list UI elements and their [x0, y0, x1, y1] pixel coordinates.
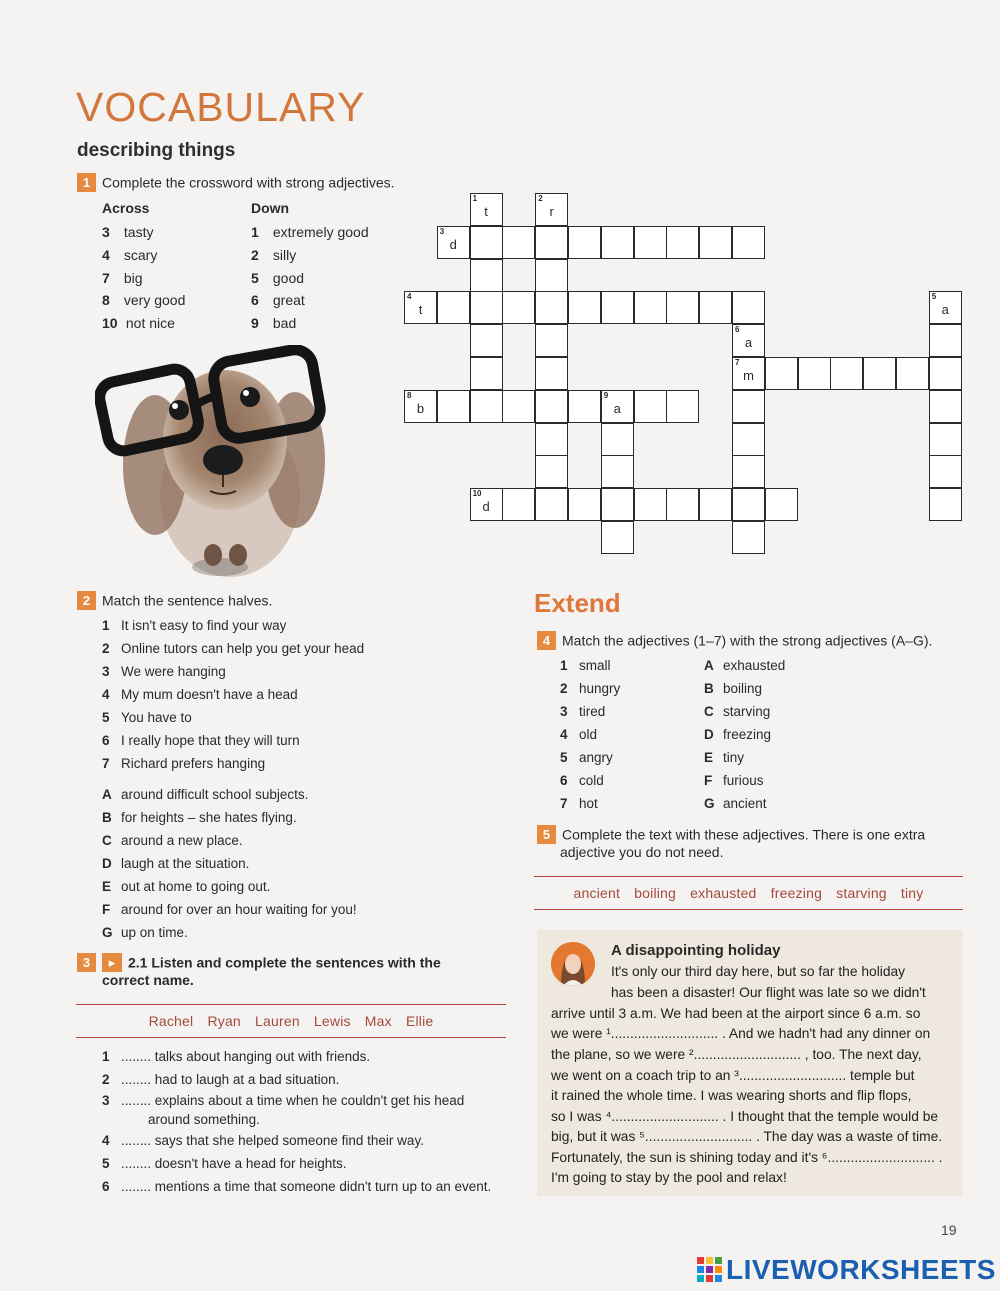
- crossword-cell[interactable]: [732, 390, 765, 423]
- clue-number: 2: [538, 194, 543, 203]
- clue-starting-letter: b: [416, 400, 425, 416]
- crossword-cell[interactable]: [666, 291, 699, 324]
- list-item: 5 ........ doesn't have a head for heights.: [102, 1156, 347, 1171]
- crossword-cell[interactable]: [830, 357, 863, 390]
- clue-number: 4: [407, 292, 412, 302]
- across-heading: Across: [102, 200, 150, 216]
- crossword-cell[interactable]: [929, 390, 962, 423]
- clue: 7 big: [102, 269, 143, 286]
- crossword-cell[interactable]: [601, 423, 634, 456]
- adjectives-list: [560, 654, 620, 815]
- crossword-cell[interactable]: [470, 259, 503, 292]
- crossword-cell[interactable]: [437, 291, 470, 324]
- crossword-cell[interactable]: [765, 357, 798, 390]
- crossword-cell[interactable]: [666, 390, 699, 423]
- crossword-cell[interactable]: [601, 455, 634, 488]
- list-item: 2 Online tutors can help you get your head: [102, 641, 365, 656]
- crossword-cell[interactable]: [732, 488, 765, 521]
- list-item: D freezing: [704, 727, 772, 742]
- clue-starting-letter: d: [482, 499, 490, 515]
- crossword-cell[interactable]: [863, 357, 896, 390]
- clue: 10 not nice: [102, 315, 175, 332]
- crossword-cell[interactable]: [634, 291, 667, 324]
- passage-line: I'm going to stay by the pool and relax!: [551, 1170, 787, 1185]
- crossword-cell[interactable]: [699, 291, 732, 324]
- crossword-cell[interactable]: [568, 226, 601, 259]
- crossword-cell[interactable]: [601, 390, 634, 423]
- crossword-cell[interactable]: [502, 390, 535, 423]
- exercise-3-instruction: 3 ▸ 2.1 Listen and complete the sentences with the correct name.: [77, 953, 497, 988]
- passage-line: the plane, so we were ²............................ , too. The next day,: [551, 1047, 922, 1062]
- down-heading: Down: [251, 200, 290, 216]
- clue: 9 bad: [251, 315, 297, 332]
- section-subtitle: describing things: [77, 140, 236, 161]
- crossword-cell[interactable]: [732, 324, 765, 357]
- crossword-cell[interactable]: [929, 488, 962, 521]
- crossword-cell[interactable]: [798, 357, 831, 390]
- word: exhausted: [690, 885, 757, 901]
- extend-heading: Extend: [534, 588, 621, 618]
- list-item: 3 tired: [560, 704, 606, 719]
- passage-line: Fortunately, the sun is shining today and it's ⁶............................ .: [551, 1150, 943, 1165]
- crossword-cell[interactable]: [470, 357, 503, 390]
- clue: 3 tasty: [102, 224, 154, 240]
- clue: 6 great: [251, 292, 305, 309]
- exercise-4-instruction: 4 Match the adjectives (1–7) with the strong adjectives (A–G).: [537, 631, 932, 650]
- word: freezing: [770, 885, 823, 901]
- crossword-cell[interactable]: [535, 488, 568, 521]
- crossword-cell[interactable]: [896, 357, 929, 390]
- list-item: A around difficult school subjects.: [102, 787, 309, 802]
- crossword-cell[interactable]: [502, 291, 535, 324]
- crossword-cell[interactable]: [929, 455, 962, 488]
- clue-starting-letter: a: [613, 400, 621, 416]
- audio-speaker-icon[interactable]: ▸: [102, 953, 122, 972]
- clue-starting-letter: m: [743, 368, 754, 383]
- clue: 8 very good: [102, 292, 186, 309]
- crossword-cell[interactable]: [732, 357, 765, 390]
- list-item: E tiny: [704, 750, 745, 765]
- passage-line: so I was ⁴............................ . I thought that the temple would be: [551, 1109, 939, 1124]
- list-item: 6 ........ mentions a time that someone didn't turn up to an event.: [102, 1179, 492, 1194]
- list-item: 6 I really hope that they will turn: [102, 733, 300, 748]
- list-item: F around for over an hour waiting for you!: [102, 902, 357, 917]
- list-item: 1 It isn't easy to find your way: [102, 618, 287, 633]
- crossword-cell[interactable]: [568, 390, 601, 423]
- list-item: 1 ........ talks about hanging out with friends.: [102, 1049, 371, 1064]
- crossword-cell[interactable]: [535, 259, 568, 292]
- list-item: 5 angry: [560, 750, 613, 765]
- strong-adjectives-list: [704, 654, 785, 815]
- exercise-2-number: 2: [77, 591, 96, 610]
- list-item: 4 My mum doesn't have a head: [102, 687, 298, 702]
- crossword-cell[interactable]: [437, 226, 470, 259]
- list-item: 5 You have to: [102, 710, 192, 725]
- crossword-cell[interactable]: [535, 291, 568, 324]
- crossword-cell[interactable]: [437, 390, 470, 423]
- crossword-cell[interactable]: [929, 423, 962, 456]
- crossword-cell[interactable]: [929, 357, 962, 390]
- passage-line: has been a disaster! Our flight was late so we didn't: [611, 985, 926, 1000]
- name-word: Lewis: [313, 1013, 351, 1029]
- list-item: 2 hungry: [560, 681, 621, 696]
- crossword-cell[interactable]: [470, 291, 503, 324]
- crossword-cell[interactable]: [601, 521, 634, 554]
- list-item: F furious: [704, 773, 764, 788]
- clue-number: 7: [735, 358, 740, 367]
- name-word: Ryan: [207, 1013, 241, 1029]
- passage-line: we were ¹............................ . And we hadn't had any dinner on: [551, 1026, 931, 1041]
- word: tiny: [900, 885, 924, 901]
- list-item: D laugh at the situation.: [102, 856, 250, 871]
- clue-starting-letter: r: [549, 204, 554, 219]
- crossword-cell[interactable]: [470, 488, 503, 521]
- crossword-cell[interactable]: [502, 226, 535, 259]
- list-item: B boiling: [704, 681, 763, 696]
- crossword-cell[interactable]: [470, 193, 503, 226]
- exercise-2-instruction: 2 Match the sentence halves.: [77, 591, 272, 610]
- answer-blank[interactable]: ........: [121, 1179, 152, 1194]
- clue-number: 8: [407, 390, 412, 400]
- word: boiling: [634, 885, 677, 901]
- crossword-cell[interactable]: [732, 521, 765, 554]
- exercise-3-number: 3: [77, 953, 96, 972]
- answer-blank[interactable]: ........: [121, 1133, 152, 1148]
- list-item: B for heights – she hates flying.: [102, 810, 297, 825]
- name-word: Lauren: [255, 1013, 300, 1029]
- crossword-cell[interactable]: [535, 357, 568, 390]
- clue-number: 10: [472, 489, 482, 499]
- clue-starting-letter: t: [484, 204, 488, 219]
- crossword-cell[interactable]: [732, 455, 765, 488]
- crossword-cell[interactable]: [634, 390, 667, 423]
- clue-number: 3: [439, 226, 445, 236]
- list-item: 2 ........ had to laugh at a bad situation.: [102, 1072, 340, 1087]
- crossword-cell[interactable]: [535, 193, 568, 226]
- passage-line: big, but it was ⁵............................ . The day was a waste of time.: [551, 1129, 943, 1144]
- clue-starting-letter: a: [941, 302, 949, 318]
- exercise-1-number: 1: [77, 173, 96, 192]
- crossword-cell[interactable]: [535, 423, 568, 456]
- liveworksheets-logo-icon: [697, 1257, 723, 1283]
- exercise-4-number: 4: [537, 631, 556, 650]
- list-item: E out at home to going out.: [102, 879, 271, 894]
- sentence-endings-list: [102, 783, 357, 944]
- name-word: Max: [364, 1013, 392, 1029]
- clue: 4 scary: [102, 246, 158, 263]
- answer-blank[interactable]: ........: [121, 1072, 152, 1087]
- crossword-cell[interactable]: [732, 226, 765, 259]
- crossword-cell[interactable]: [535, 226, 568, 259]
- avatar: [551, 942, 595, 986]
- crossword-cell[interactable]: [568, 488, 601, 521]
- crossword-cell[interactable]: [929, 291, 962, 324]
- crossword-cell[interactable]: [404, 291, 437, 324]
- exercise-1-instruction: 1 Complete the crossword with strong adjectives.: [77, 173, 395, 192]
- woman-portrait-icon: [551, 942, 595, 986]
- passage-title: A disappointing holiday: [611, 942, 781, 959]
- sentence-beginnings-list: [102, 614, 364, 775]
- clue-number: 9: [603, 390, 609, 400]
- crossword-cell[interactable]: [601, 488, 634, 521]
- clue-number: 5: [931, 292, 937, 302]
- crossword-cell[interactable]: [732, 291, 765, 324]
- crossword-cell[interactable]: [470, 226, 503, 259]
- crossword-cell[interactable]: [470, 390, 503, 423]
- clue-starting-letter: t: [418, 302, 423, 318]
- crossword-cell[interactable]: [765, 488, 798, 521]
- word: starving: [836, 885, 887, 901]
- crossword-cell[interactable]: [502, 488, 535, 521]
- list-item: C around a new place.: [102, 833, 243, 848]
- crossword-cell[interactable]: [634, 226, 667, 259]
- listening-sentences: [102, 1045, 491, 1198]
- crossword-cell[interactable]: [535, 324, 568, 357]
- list-item: 6 cold: [560, 773, 604, 788]
- crossword-cell[interactable]: [535, 390, 568, 423]
- clue: 1 extremely good: [251, 224, 369, 240]
- list-item: G up on time.: [102, 925, 188, 940]
- list-item: 4 ........ says that she helped someone find their way.: [102, 1133, 424, 1148]
- list-item: 7 Richard prefers hanging: [102, 756, 266, 771]
- name-word: Rachel: [148, 1013, 194, 1029]
- list-item: 3 We were hanging: [102, 664, 226, 679]
- page-title: VOCABULARY: [76, 84, 366, 130]
- exercise-5-instruction: 5 Complete the text with these adjectives. There is one extra adjective you do not need.: [537, 825, 967, 860]
- crossword-cell[interactable]: [666, 488, 699, 521]
- crossword-cell[interactable]: [601, 291, 634, 324]
- list-item: C starving: [704, 704, 771, 719]
- passage-line: It's only our third day here, but so far the holiday: [611, 964, 906, 979]
- clue-number: 6: [735, 325, 740, 335]
- names-box: [76, 1004, 506, 1038]
- crossword-cell[interactable]: [404, 390, 437, 423]
- crossword-cell[interactable]: [601, 226, 634, 259]
- answer-blank[interactable]: ........: [121, 1093, 152, 1108]
- crossword-cell[interactable]: [929, 324, 962, 357]
- crossword-cell[interactable]: [535, 455, 568, 488]
- passage-line: arrive until 3 a.m. We had been at the airport since 6 a.m. so: [551, 1006, 921, 1021]
- crossword-cell[interactable]: [699, 226, 732, 259]
- list-item: G ancient: [704, 796, 767, 811]
- crossword-cell[interactable]: [732, 423, 765, 456]
- list-item-continuation: around something.: [148, 1112, 260, 1127]
- crossword-grid: [0, 0, 1000, 560]
- list-item: A exhausted: [704, 658, 786, 673]
- exercise-5-number: 5: [537, 825, 556, 844]
- liveworksheets-brand: LIVEWORKSHEETS: [726, 1254, 996, 1285]
- clue: 2 silly: [251, 246, 297, 263]
- clue: 5 good: [251, 269, 305, 286]
- page-number: 19: [941, 1222, 957, 1238]
- adjectives-word-box: [534, 876, 963, 910]
- crossword-cell[interactable]: [666, 226, 699, 259]
- clue-number: 1: [472, 194, 478, 203]
- clue-starting-letter: a: [744, 335, 753, 351]
- crossword-cell[interactable]: [634, 488, 667, 521]
- passage-line: it rained the whole time. I was wearing shorts and flip flops,: [551, 1088, 912, 1103]
- answer-blank[interactable]: ........: [121, 1156, 152, 1171]
- crossword-cell[interactable]: [568, 291, 601, 324]
- list-item: 4 old: [560, 727, 598, 742]
- list-item: 7 hot: [560, 796, 598, 811]
- word: ancient: [573, 885, 621, 901]
- clue-starting-letter: d: [449, 236, 457, 252]
- name-word: Ellie: [405, 1013, 434, 1029]
- crossword-cell[interactable]: [470, 324, 503, 357]
- list-item: 1 small: [560, 658, 611, 673]
- list-item: 3 ........ explains about a time when he couldn't get his head: [102, 1093, 465, 1108]
- answer-blank[interactable]: ........: [121, 1049, 152, 1064]
- passage-line: we went on a coach trip to an ³............................ temple but: [551, 1068, 915, 1083]
- crossword-cell[interactable]: [699, 488, 732, 521]
